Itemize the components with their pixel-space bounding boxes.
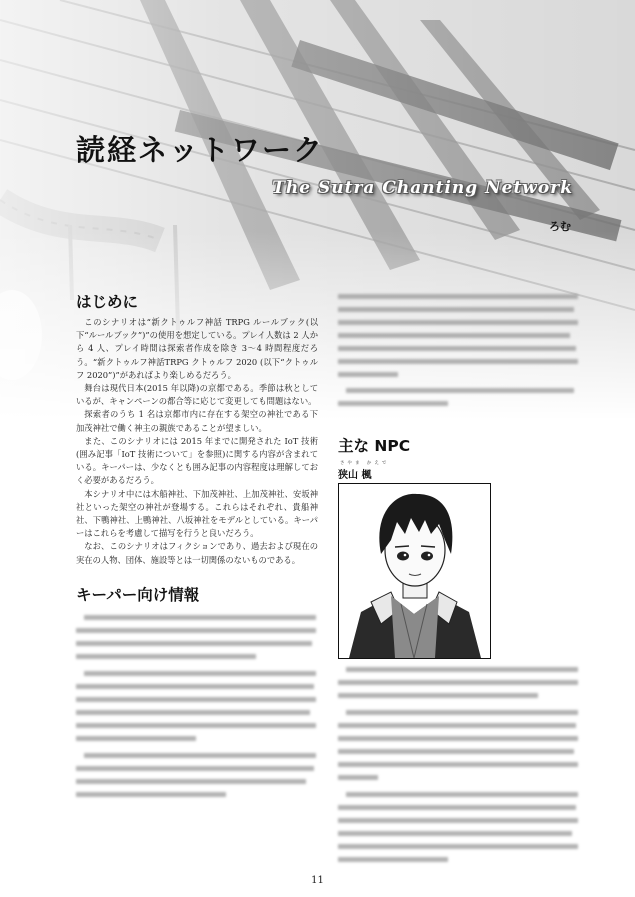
intro-paragraph: このシナリオは“新クトゥルフ神話 TRPG ルールブック(以下“ルールブック”)”の使用を想定している。プレイ人数は 2 人から 4 人、プレイ時間は探索者作成を除き 3～4 時間程度だろう。“新クトゥルフ神話TRPG クトゥルフ 2020 (以下“クトゥルフ 2020”)”があればより楽しめるだろう。 [76,317,318,380]
intro-paragraph: また、このシナリオには 2015 年までに開発された IoT 技術(囲み記事「IoT 技術について」を参照)に関する内容が含まれている。キーパーは、少なくとも囲み記事の内容程度は理解しておく必要があるだろう。 [76,435,318,486]
keeper-heading: キーパー向け情報 [76,585,200,604]
blurred-text-block [76,609,318,799]
intro-paragraph: なお、このシナリオはフィクションであり、過去および現在の実在の人物、団体、施設等とは一切関係のないものである。 [76,541,318,565]
keeper-blurred-text [76,609,318,803]
right-top-blurred-text [338,290,578,414]
intro-paragraph: 探索者のうち 1 名は京都市内に存在する架空の神社である下加茂神社で働く神主の親族であることが望ましい。 [76,409,318,433]
english-subtitle: The Sutra Chanting Network [272,178,573,198]
page-title: 読経ネットワーク [76,133,325,167]
blurred-text-block [338,663,578,883]
intro-heading: はじめに [76,293,139,311]
npc-ruby: さやま かえで [340,461,390,466]
npc-heading: 主な NPC [338,437,411,455]
right-bottom-blurred-text [338,663,578,887]
intro-paragraph: 本シナリオ中には木船神社、下加茂神社、上加茂神社、安坂神社といった架空の神社が登場する。これらはそれぞれ、貴船神社、下鴨神社、上鴨神社、八坂神社をモデルとしている。キーパーはこれらを考慮して描写を行うと良いだろう。 [76,488,318,539]
right-column [338,290,578,887]
intro-paragraph: 舞台は現代日本(2015 年以降)の京都である。季節は秋としているが、キャンペーンの都合等に応じて変更しても問題はない。 [76,383,318,407]
blurred-text-block [338,290,578,410]
page-number: 11 [311,875,324,886]
author-name: ろむ [549,220,571,233]
left-column [76,290,318,803]
npc-portrait-icon [339,484,490,658]
npc-name: 狭山 楓 [338,470,372,481]
npc-portrait-frame [338,483,491,659]
